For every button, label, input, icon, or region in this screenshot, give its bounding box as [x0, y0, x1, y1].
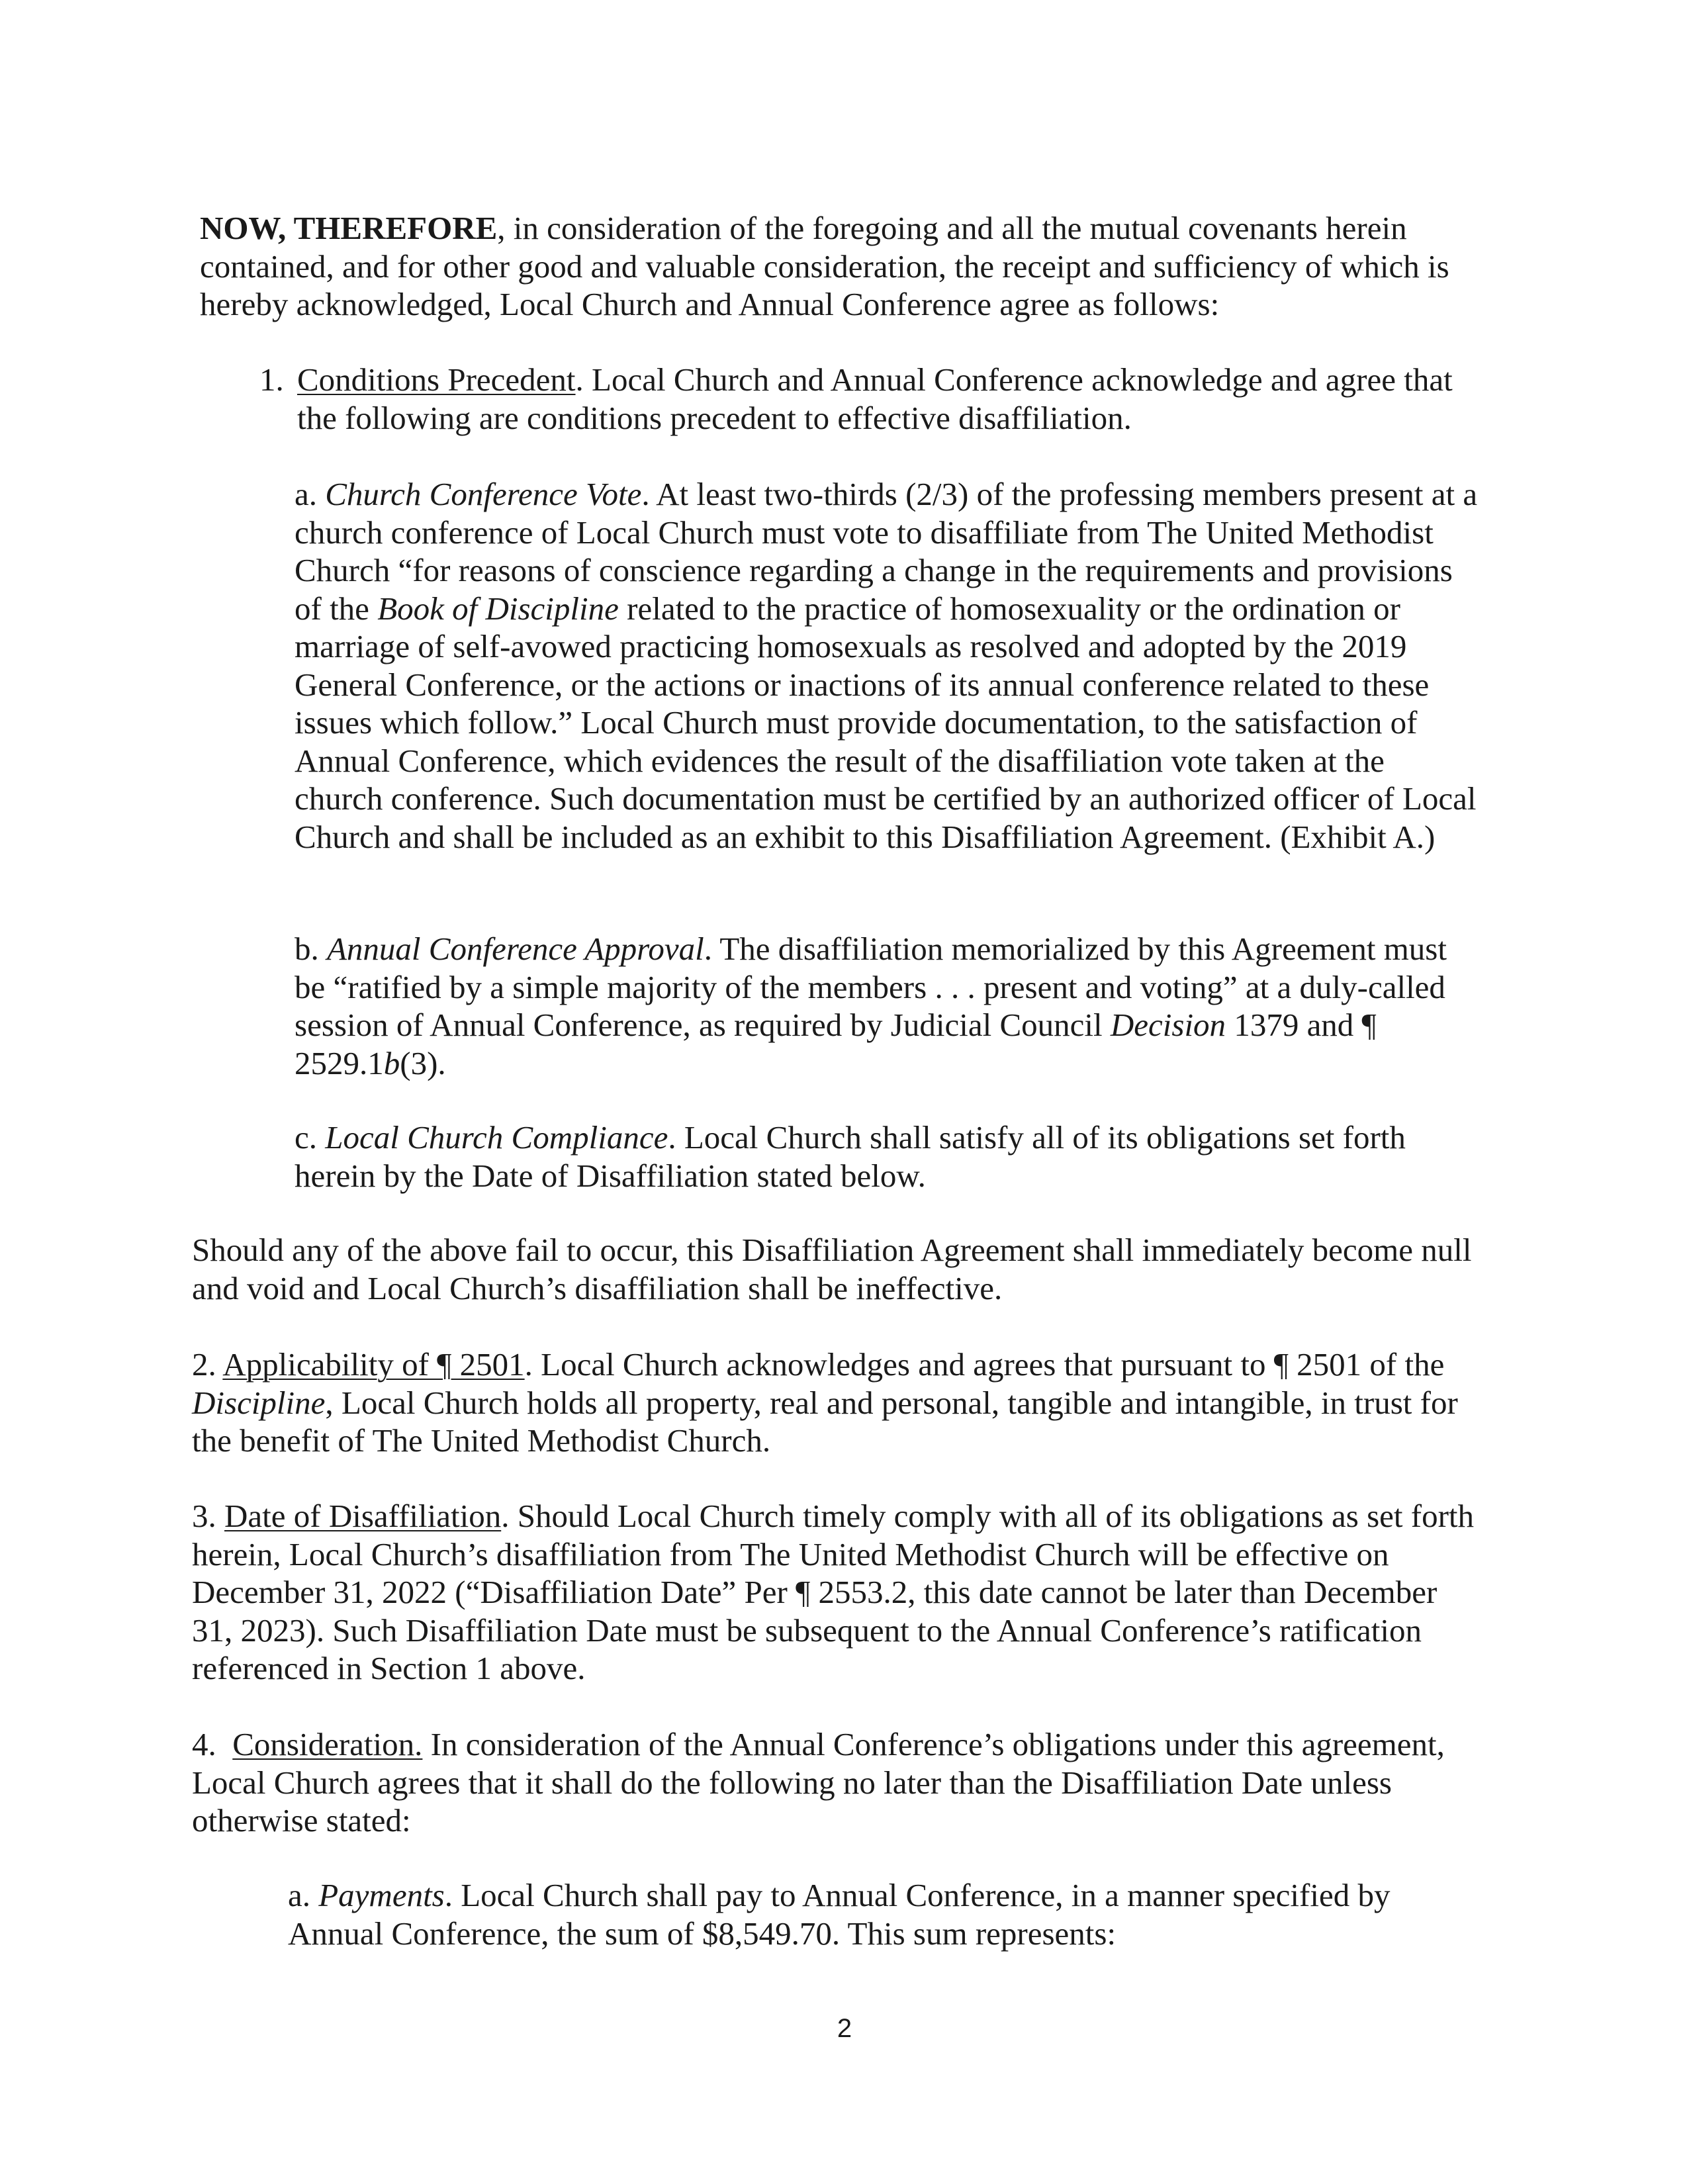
section-3-text: . Should Local Church timely comply with all of its obligations as set forth herein, Local Church’s disaffiliation from The United Methodist Church will be effective on December 31, 2022 (“Disaffiliation Date” Per ¶ 2553.2, this date cannot be later than December 31, 2023). Such Disaffiliation Date must be subsequent to the Annual Conference’s ratification referenced in Section 1 above.: [192, 1498, 1475, 1686]
section-2-discipline: Discipline: [192, 1384, 326, 1421]
section-1-number: 1.: [259, 361, 284, 398]
section-1b-paragraph: [295, 930, 1479, 1082]
section-1b-text1: . The disaffiliation memorialized by this Agreement must be “ratified by a simple majority of the members . . . present and voting” at a duly-called session of Annual Conference, as required by Judicial Council: [295, 931, 1447, 1043]
section-2-text1: . Local Church acknowledges and agrees that pursuant to ¶ 2501 of the: [524, 1346, 1445, 1383]
section-1b-text2: 1379 and ¶ 2529.1: [295, 1007, 1377, 1081]
section-3-title: Date of Disaffiliation: [224, 1498, 502, 1534]
section-1b-text3: (3).: [400, 1044, 446, 1081]
section-4a-title: Payments: [318, 1877, 445, 1913]
intro-paragraph: [200, 209, 1484, 324]
section-4-text: In consideration of the Annual Conference’s obligations under this agreement, Local Church agrees that it shall do the following no later than the Disaffiliation Date unless otherwise stated:: [192, 1726, 1445, 1839]
section-1c-text: . Local Church shall satisfy all of its obligations set forth herein by the Date of Disaffiliation stated below.: [295, 1119, 1406, 1194]
section-1b-label: b.: [295, 931, 327, 967]
section-2-paragraph: [192, 1345, 1483, 1460]
section-2-number: 2.: [192, 1346, 223, 1383]
section-1a-book-title: Book of Discipline: [377, 590, 619, 627]
section-1-title: Conditions Precedent: [297, 361, 576, 398]
section-1-paragraph: [259, 361, 1484, 437]
section-1c-paragraph: [295, 1118, 1479, 1195]
section-4-number: 4.: [192, 1726, 233, 1762]
section-1a-label: a.: [295, 476, 326, 512]
section-3-paragraph: [192, 1497, 1483, 1688]
section-4-title: Consideration.: [232, 1726, 423, 1762]
section-4a-text: . Local Church shall pay to Annual Conference, in a manner specified by Annual Conference, the sum of $8,549.70. This sum represents:: [288, 1877, 1391, 1952]
section-1a-text2: related to the practice of homosexuality or the ordination or marriage of self-avowed practicing homosexuals as resolved and adopted by the 2019 General Conference, or the actions or inactions of its annual conference related to these issues which follow.” Local Church must provide documentation, to the satisfaction of Annual Conference, which evidences the result of the disaffiliation vote taken at the church conference. Such documentation must be certified by an authorized officer of Local Church and shall be included as an exhibit to this Disaffiliation Agreement. (Exhibit A.): [295, 590, 1477, 855]
section-1b-title: Annual Conference Approval: [327, 931, 704, 967]
section-1c-title: Local Church Compliance: [325, 1119, 668, 1156]
section-1a-paragraph: [295, 475, 1479, 856]
section-1a-title: Church Conference Vote: [325, 476, 642, 512]
section-4a-paragraph: [288, 1876, 1479, 1952]
section-1b-b-letter: b: [383, 1044, 400, 1081]
section-1c-label: c.: [295, 1119, 326, 1156]
section-1a-text1: . At least two-thirds (2/3) of the professing members present at a church conference of Local Church must vote to disaffiliate from The United Methodist Church “for reasons of conscience regarding a change in the requirements and provisions of the: [295, 476, 1478, 627]
section-4a-label: a.: [288, 1877, 319, 1913]
section-3-number: 3.: [192, 1498, 224, 1534]
section-2-title: Applicability of ¶ 2501: [222, 1346, 525, 1383]
intro-text: , in consideration of the foregoing and all the mutual covenants herein contained, and for other good and valuable consideration, the receipt and sufficiency of which is hereby acknowledged, Local Church and Annual Conference agree as follows:: [200, 210, 1449, 322]
section-1b-decision: Decision: [1110, 1007, 1226, 1043]
intro-lead: NOW, THEREFORE: [200, 210, 498, 246]
section-4-paragraph: [192, 1725, 1483, 1840]
section-1-text: . Local Church and Annual Conference acknowledge and agree that the following are conditions precedent to effective disaffiliation.: [297, 361, 1453, 436]
fail-clause-paragraph: Should any of the above fail to occur, this Disaffiliation Agreement shall immediately become null and void and Local Church’s disaffiliation shall be ineffective.: [192, 1232, 1472, 1306]
section-2-text2: , Local Church holds all property, real and personal, tangible and intangible, in trust for the benefit of The United Methodist Church.: [192, 1384, 1458, 1459]
page-number: 2: [837, 2014, 852, 2043]
